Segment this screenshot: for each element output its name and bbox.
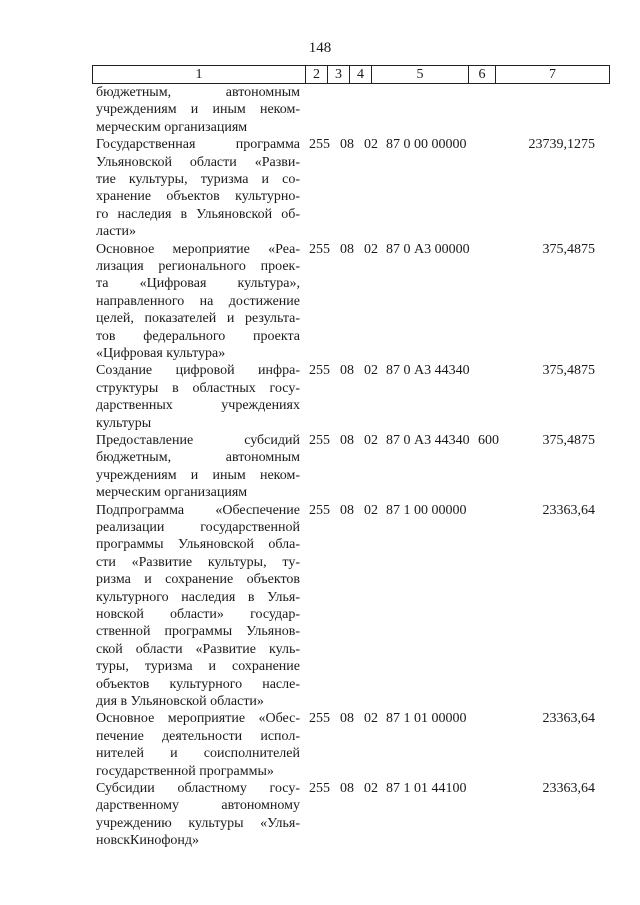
cell-c6: 600 xyxy=(478,433,499,448)
cell-c2: 255 xyxy=(309,433,330,448)
table-row xyxy=(0,241,640,363)
description-line: государственной программы» xyxy=(96,763,274,779)
description-line: направленного на достижение xyxy=(96,293,300,309)
cell-c2: 255 xyxy=(309,241,330,257)
description-line: го наследия в Ульяновской об- xyxy=(96,206,300,222)
description-line: тов федерального проекта xyxy=(96,328,300,344)
table-row xyxy=(0,136,640,240)
row-description xyxy=(96,136,300,240)
column-header-table xyxy=(92,65,610,84)
cell-c4: 02 xyxy=(364,241,378,257)
description-line: нителей и соисполнителей xyxy=(96,746,300,762)
description-line: сти «Развитие культуры, ту- xyxy=(96,554,300,570)
description-line: бюджетным, автономным xyxy=(96,85,300,100)
cell-c4: 02 xyxy=(364,502,378,518)
description-line: туры, туризма и сохранение xyxy=(96,659,300,675)
description-line: ственной программы Ульянов- xyxy=(96,624,300,640)
row-description xyxy=(96,780,300,850)
cell-c7: 375,4875 xyxy=(542,363,595,379)
cell-c3: 08 xyxy=(340,711,354,727)
description-line: новскКинофонд» xyxy=(96,833,200,849)
cell-c7: 375,4875 xyxy=(542,241,595,257)
cell-c7: 23363,64 xyxy=(542,502,595,518)
cell-c3: 08 xyxy=(340,433,354,448)
cell-c7: 23739,1275 xyxy=(528,137,595,153)
table-row xyxy=(0,502,640,711)
description-line: та «Цифровая культура», xyxy=(96,276,300,292)
cell-c2: 255 xyxy=(309,502,330,518)
table-row xyxy=(0,432,640,502)
description-line: учреждениям и иным неком- xyxy=(96,467,300,483)
row-description xyxy=(96,241,300,363)
description-line: дарственных учреждениях xyxy=(96,398,300,414)
cell-c3: 08 xyxy=(340,502,354,518)
cell-c3: 08 xyxy=(340,781,354,796)
row-description xyxy=(96,432,300,502)
description-line: бюджетным, автономным xyxy=(96,450,300,466)
description-line: лизация регионального проек- xyxy=(96,258,300,274)
cell-c4: 02 xyxy=(364,137,378,153)
description-line: ской области «Развитие куль- xyxy=(96,641,300,657)
description-line: печение деятельности испол- xyxy=(96,728,300,744)
cell-c4: 02 xyxy=(364,363,378,379)
cell-c4: 02 xyxy=(364,433,378,448)
cell-c5: 87 0 А3 44340 xyxy=(386,363,470,379)
header-col-3: 3 xyxy=(328,66,350,84)
cell-c2: 255 xyxy=(309,711,330,727)
page-number: 148 xyxy=(308,40,332,56)
table-row xyxy=(0,362,640,432)
cell-c3: 08 xyxy=(340,137,354,153)
description-line: тие культуры, туризма и со- xyxy=(96,171,300,187)
cell-c5: 87 0 00 00000 xyxy=(386,137,467,153)
cell-c2: 255 xyxy=(309,137,330,153)
table-row xyxy=(0,780,640,850)
description-line: Предоставление субсидий xyxy=(96,433,300,448)
description-line: мерческим организациям xyxy=(96,119,248,135)
header-col-4: 4 xyxy=(350,66,372,84)
description-line: Подпрограмма «Обеспечение xyxy=(96,502,300,518)
table-row xyxy=(0,710,640,780)
description-line: структуры в областных госу- xyxy=(96,380,300,396)
description-line: объектов культурного насле- xyxy=(96,676,300,692)
description-line: ласти» xyxy=(96,224,137,240)
description-line: «Цифровая культура» xyxy=(96,345,226,361)
description-line: ризма и сохранение объектов xyxy=(96,572,300,588)
row-description xyxy=(96,502,300,711)
header-col-2: 2 xyxy=(306,66,328,84)
cell-c7: 23363,64 xyxy=(542,711,595,727)
cell-c7: 23363,64 xyxy=(542,781,595,796)
description-line: Государственная программа xyxy=(96,137,300,153)
cell-c7: 375,4875 xyxy=(542,433,595,448)
cell-c3: 08 xyxy=(340,241,354,257)
cell-c5: 87 1 01 00000 xyxy=(386,711,467,727)
cell-c5: 87 0 А3 00000 xyxy=(386,241,470,257)
cell-c4: 02 xyxy=(364,711,378,727)
description-line: реализации государственной xyxy=(96,519,300,535)
row-description xyxy=(96,362,300,432)
description-line: мерческим организациям xyxy=(96,485,248,501)
description-line: хранение объектов культурно- xyxy=(96,189,300,205)
cell-c5: 87 0 А3 44340 xyxy=(386,433,470,448)
header-col-7: 7 xyxy=(496,66,610,84)
cell-c2: 255 xyxy=(309,781,330,796)
description-line: Субсидии областному госу- xyxy=(96,781,300,796)
cell-c5: 87 1 01 44100 xyxy=(386,781,467,796)
description-line: учреждениям и иным неком- xyxy=(96,102,300,118)
description-line: учреждению культуры «Улья- xyxy=(96,815,300,831)
description-line: дия в Ульяновской области» xyxy=(96,693,264,709)
cell-c2: 255 xyxy=(309,363,330,379)
row-description xyxy=(96,710,300,780)
cell-c4: 02 xyxy=(364,781,378,796)
table-row xyxy=(0,84,640,136)
cell-c5: 87 1 00 00000 xyxy=(386,502,467,518)
description-line: Ульяновской области «Разви- xyxy=(96,154,300,170)
description-line: новской области» государ- xyxy=(96,606,300,622)
header-col-5: 5 xyxy=(372,66,469,84)
description-line: дарственному автономному xyxy=(96,798,300,814)
description-line: культурного наследия в Улья- xyxy=(96,589,300,605)
description-line: целей, показателей и результа- xyxy=(96,311,300,327)
description-line: Основное мероприятие «Обес- xyxy=(96,711,300,727)
description-line: культуры xyxy=(96,415,152,431)
description-line: Основное мероприятие «Реа- xyxy=(96,241,300,257)
header-col-6: 6 xyxy=(469,66,496,84)
description-line: Создание цифровой инфра- xyxy=(96,363,300,379)
header-col-1: 1 xyxy=(93,66,306,84)
row-description xyxy=(96,84,300,136)
cell-c3: 08 xyxy=(340,363,354,379)
description-line: программы Ульяновской обла- xyxy=(96,537,300,553)
